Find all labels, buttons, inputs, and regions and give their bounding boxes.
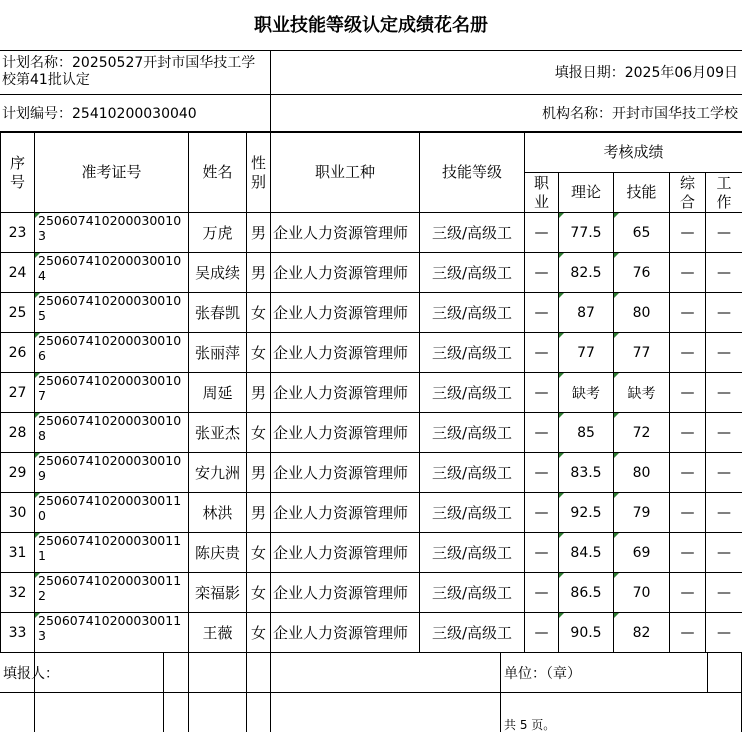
- row-skill: 77: [614, 333, 670, 373]
- row-job: 企业人力资源管理师: [271, 573, 420, 613]
- row-job: 企业人力资源管理师: [271, 333, 420, 373]
- row-work: —: [706, 213, 742, 253]
- row-gender: 女: [247, 333, 271, 373]
- row-overall: —: [670, 373, 706, 413]
- table-row: [1, 533, 742, 573]
- row-job: 企业人力资源管理师: [271, 533, 420, 573]
- row-skill: 72: [614, 413, 670, 453]
- row-gender: 女: [247, 533, 271, 573]
- row-work: —: [706, 293, 742, 333]
- row-seq: 28: [1, 413, 35, 453]
- table-row: [1, 613, 742, 653]
- cell-marker-icon: [559, 533, 564, 538]
- row-overall: —: [670, 213, 706, 253]
- row-ticket: 250607410200030010 7: [35, 373, 189, 413]
- row-skill: 69: [614, 533, 670, 573]
- row-prof: —: [525, 293, 559, 333]
- row-work: —: [706, 333, 742, 373]
- cell-marker-icon: [35, 533, 40, 538]
- cell-marker-icon: [559, 493, 564, 498]
- cell-marker-icon: [614, 253, 619, 258]
- cell-marker-icon: [614, 373, 619, 378]
- cell-marker-icon: [35, 253, 40, 258]
- table-row: [1, 333, 742, 373]
- cell-marker-icon: [559, 213, 564, 218]
- row-ticket: 250607410200030010 8: [35, 413, 189, 453]
- row-overall: —: [670, 533, 706, 573]
- row-prof: —: [525, 213, 559, 253]
- header-overall: 综合: [670, 173, 706, 213]
- row-theory: 84.5: [559, 533, 614, 573]
- row-gender: 女: [247, 293, 271, 333]
- header-prof: 职业: [525, 173, 559, 213]
- table-row: [1, 373, 742, 413]
- row-seq: 23: [1, 213, 35, 253]
- row-seq: 24: [1, 253, 35, 293]
- row-overall: —: [670, 453, 706, 493]
- cell-marker-icon: [35, 373, 40, 378]
- row-overall: —: [670, 253, 706, 293]
- cell-marker-icon: [35, 293, 40, 298]
- table-row: [1, 493, 742, 533]
- row-seq: 25: [1, 293, 35, 333]
- row-prof: —: [525, 333, 559, 373]
- row-job: 企业人力资源管理师: [271, 613, 420, 653]
- row-ticket: 250607410200030010 9: [35, 453, 189, 493]
- row-name: 安九洲: [189, 453, 247, 493]
- cell-marker-icon: [559, 453, 564, 458]
- row-ticket: 250607410200030010 6: [35, 333, 189, 373]
- row-level: 三级/高级工: [420, 333, 525, 373]
- table-row: [1, 213, 742, 253]
- header-skill: 技能: [614, 173, 670, 213]
- row-theory: 90.5: [559, 613, 614, 653]
- table-row: [1, 293, 742, 333]
- row-level: 三级/高级工: [420, 373, 525, 413]
- org-name: 机构名称：开封市国华技工学校: [270, 94, 742, 131]
- cell-marker-icon: [614, 293, 619, 298]
- row-seq: 33: [1, 613, 35, 653]
- row-skill: 65: [614, 213, 670, 253]
- header-seq: 序号: [1, 133, 35, 213]
- row-skill: 82: [614, 613, 670, 653]
- row-name: 张春凯: [189, 293, 247, 333]
- row-work: —: [706, 413, 742, 453]
- row-name: 王薇: [189, 613, 247, 653]
- row-ticket: 250607410200030011 3: [35, 613, 189, 653]
- row-theory: 77.5: [559, 213, 614, 253]
- cell-marker-icon: [559, 573, 564, 578]
- row-seq: 32: [1, 573, 35, 613]
- row-name: 张丽萍: [189, 333, 247, 373]
- row-name: 张亚杰: [189, 413, 247, 453]
- row-overall: —: [670, 493, 706, 533]
- row-work: —: [706, 453, 742, 493]
- row-theory: 92.5: [559, 493, 614, 533]
- page-count: 共 5 页。: [504, 716, 555, 733]
- row-job: 企业人力资源管理师: [271, 373, 420, 413]
- cell-marker-icon: [614, 213, 619, 218]
- row-name: 林洪: [189, 493, 247, 533]
- cell-marker-icon: [614, 533, 619, 538]
- row-prof: —: [525, 453, 559, 493]
- row-job: 企业人力资源管理师: [271, 453, 420, 493]
- cell-marker-icon: [35, 333, 40, 338]
- cell-marker-icon: [614, 613, 619, 618]
- row-skill: 80: [614, 293, 670, 333]
- header-job: 职业工种: [271, 133, 420, 213]
- row-overall: —: [670, 293, 706, 333]
- header-theory: 理论: [559, 173, 614, 213]
- row-prof: —: [525, 413, 559, 453]
- header-name: 姓名: [189, 133, 247, 213]
- row-prof: —: [525, 493, 559, 533]
- row-level: 三级/高级工: [420, 573, 525, 613]
- header-level: 技能等级: [420, 133, 525, 213]
- row-skill: 79: [614, 493, 670, 533]
- score-table: [0, 132, 742, 653]
- row-level: 三级/高级工: [420, 493, 525, 533]
- cell-marker-icon: [614, 413, 619, 418]
- row-work: —: [706, 493, 742, 533]
- row-prof: —: [525, 533, 559, 573]
- row-gender: 女: [247, 573, 271, 613]
- row-theory: 87: [559, 293, 614, 333]
- row-gender: 女: [247, 413, 271, 453]
- row-skill: 缺考: [614, 373, 670, 413]
- cell-marker-icon: [614, 573, 619, 578]
- unit-seal-label: 单位：（章）: [504, 663, 581, 683]
- row-name: 吴成续: [189, 253, 247, 293]
- row-gender: 男: [247, 213, 271, 253]
- row-ticket: 250607410200030010 5: [35, 293, 189, 333]
- row-skill: 80: [614, 453, 670, 493]
- row-theory: 77: [559, 333, 614, 373]
- row-gender: 男: [247, 453, 271, 493]
- filler-label: 填报人：: [3, 663, 59, 683]
- row-theory: 86.5: [559, 573, 614, 613]
- row-ticket: 250607410200030010 4: [35, 253, 189, 293]
- page-title: 职业技能等级认定成绩花名册: [0, 0, 742, 51]
- fill-date: 填报日期：2025年06月09日: [270, 50, 742, 94]
- row-theory: 85: [559, 413, 614, 453]
- cell-marker-icon: [559, 613, 564, 618]
- row-overall: —: [670, 613, 706, 653]
- cell-marker-icon: [559, 293, 564, 298]
- footer: [0, 652, 742, 732]
- table-row: [1, 253, 742, 293]
- row-work: —: [706, 253, 742, 293]
- row-name: 万虎: [189, 213, 247, 253]
- row-seq: 29: [1, 453, 35, 493]
- header-gender: 性别: [247, 133, 271, 213]
- row-work: —: [706, 533, 742, 573]
- row-prof: —: [525, 373, 559, 413]
- row-level: 三级/高级工: [420, 293, 525, 333]
- row-name: 周延: [189, 373, 247, 413]
- row-job: 企业人力资源管理师: [271, 213, 420, 253]
- cell-marker-icon: [559, 373, 564, 378]
- row-ticket: 250607410200030011 1: [35, 533, 189, 573]
- row-job: 企业人力资源管理师: [271, 413, 420, 453]
- cell-marker-icon: [35, 493, 40, 498]
- row-overall: —: [670, 573, 706, 613]
- header-ticket: 准考证号: [35, 133, 189, 213]
- row-theory: 82.5: [559, 253, 614, 293]
- row-gender: 男: [247, 493, 271, 533]
- row-skill: 76: [614, 253, 670, 293]
- plan-number: 计划编号：25410200030040: [0, 94, 270, 131]
- row-level: 三级/高级工: [420, 533, 525, 573]
- cell-marker-icon: [35, 413, 40, 418]
- row-ticket: 250607410200030011 2: [35, 573, 189, 613]
- cell-marker-icon: [35, 213, 40, 218]
- row-work: —: [706, 613, 742, 653]
- cell-marker-icon: [614, 333, 619, 338]
- row-level: 三级/高级工: [420, 453, 525, 493]
- row-job: 企业人力资源管理师: [271, 253, 420, 293]
- row-job: 企业人力资源管理师: [271, 293, 420, 333]
- table-row: [1, 413, 742, 453]
- row-skill: 70: [614, 573, 670, 613]
- cell-marker-icon: [35, 453, 40, 458]
- table-row: [1, 573, 742, 613]
- row-gender: 男: [247, 373, 271, 413]
- row-ticket: 250607410200030011 0: [35, 493, 189, 533]
- row-overall: —: [670, 413, 706, 453]
- header-assess: 考核成绩: [525, 133, 742, 173]
- cell-marker-icon: [614, 453, 619, 458]
- row-job: 企业人力资源管理师: [271, 493, 420, 533]
- row-level: 三级/高级工: [420, 613, 525, 653]
- row-work: —: [706, 573, 742, 613]
- row-level: 三级/高级工: [420, 213, 525, 253]
- row-overall: —: [670, 333, 706, 373]
- row-gender: 男: [247, 253, 271, 293]
- row-prof: —: [525, 573, 559, 613]
- row-prof: —: [525, 613, 559, 653]
- cell-marker-icon: [559, 253, 564, 258]
- row-level: 三级/高级工: [420, 253, 525, 293]
- row-name: 栾福影: [189, 573, 247, 613]
- row-work: —: [706, 373, 742, 413]
- cell-marker-icon: [35, 573, 40, 578]
- row-prof: —: [525, 253, 559, 293]
- row-theory: 缺考: [559, 373, 614, 413]
- row-seq: 31: [1, 533, 35, 573]
- cell-marker-icon: [35, 613, 40, 618]
- row-level: 三级/高级工: [420, 413, 525, 453]
- row-seq: 27: [1, 373, 35, 413]
- row-name: 陈庆贵: [189, 533, 247, 573]
- row-gender: 女: [247, 613, 271, 653]
- row-seq: 30: [1, 493, 35, 533]
- plan-name: 计划名称：20250527开封市国华技工学校第41批认定: [0, 50, 270, 94]
- table-row: [1, 453, 742, 493]
- cell-marker-icon: [559, 333, 564, 338]
- cell-marker-icon: [614, 493, 619, 498]
- header-work: 工作: [706, 173, 742, 213]
- row-ticket: 250607410200030010 3: [35, 213, 189, 253]
- cell-marker-icon: [559, 413, 564, 418]
- row-seq: 26: [1, 333, 35, 373]
- row-theory: 83.5: [559, 453, 614, 493]
- plan-info: [0, 50, 742, 132]
